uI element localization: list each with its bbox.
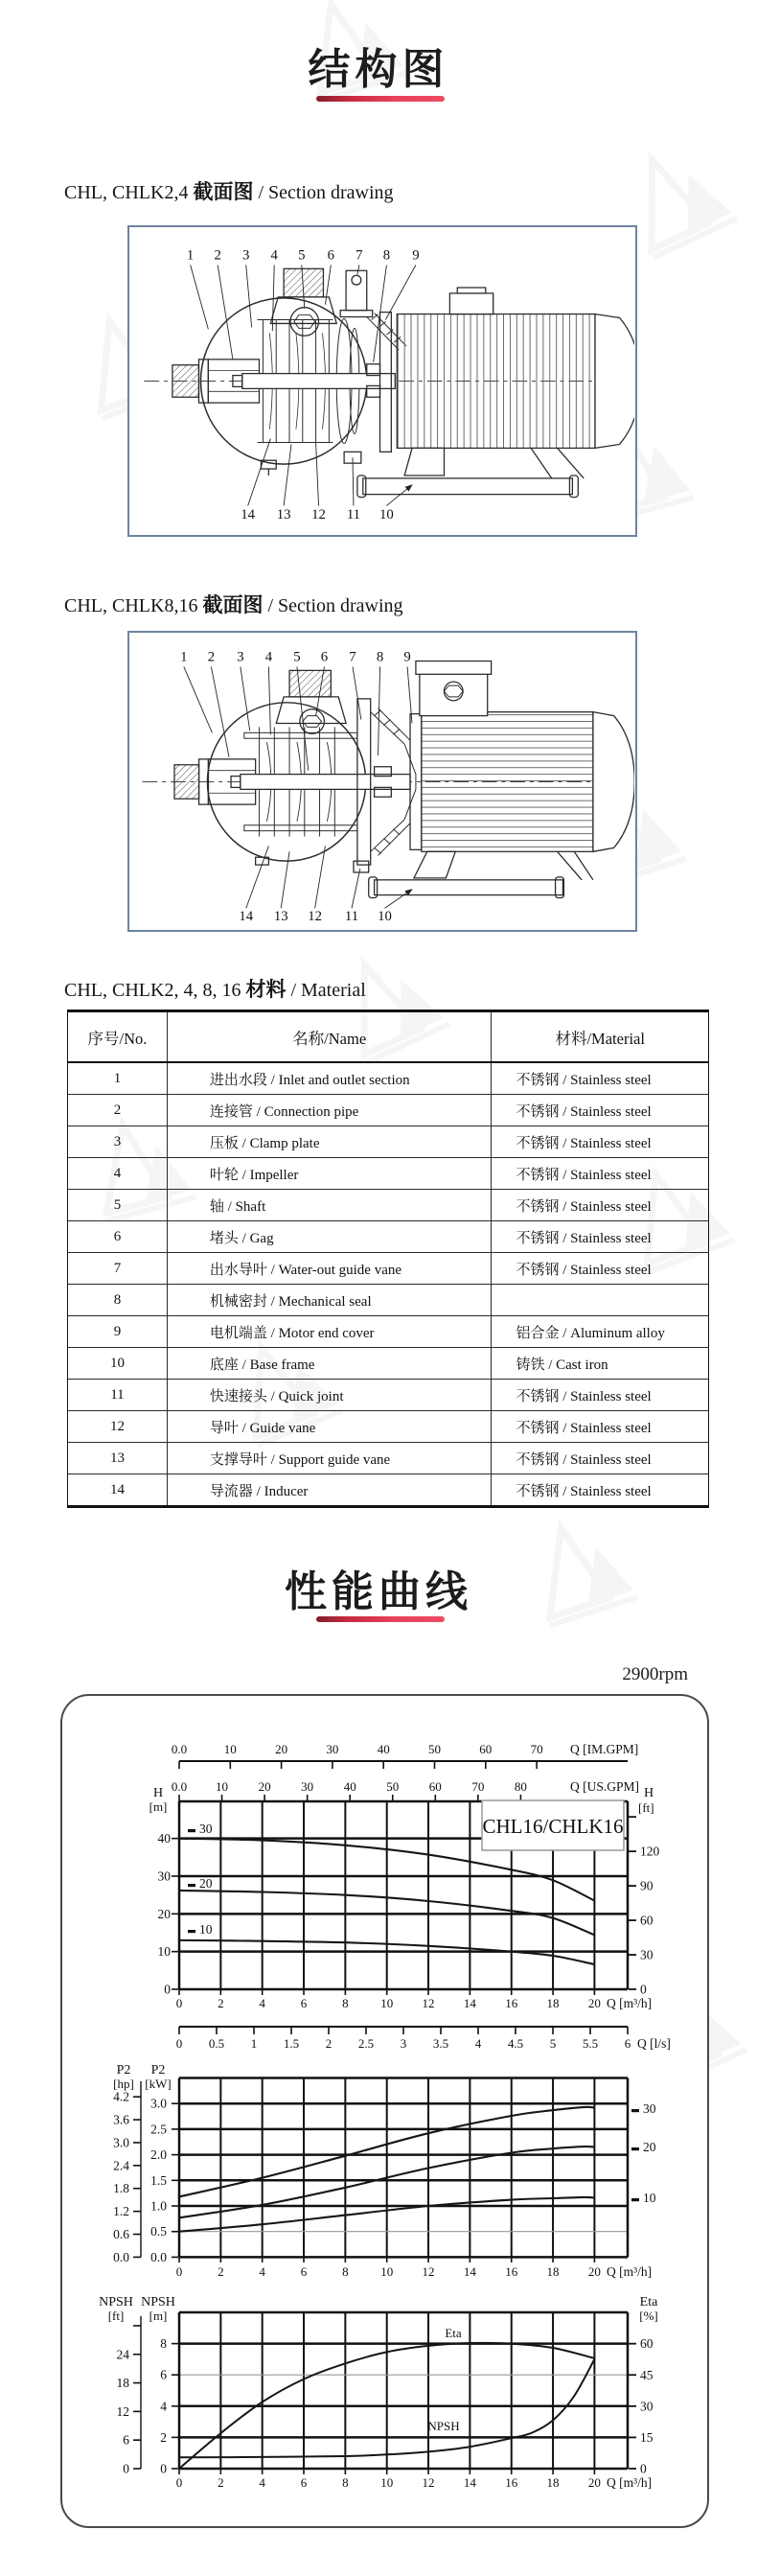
svg-text:20: 20 <box>587 1996 601 2010</box>
svg-text:[ft]: [ft] <box>107 2309 125 2323</box>
svg-text:0.0: 0.0 <box>113 2249 129 2264</box>
svg-text:8: 8 <box>342 1996 349 2010</box>
svg-text:4: 4 <box>259 2475 265 2490</box>
svg-text:0: 0 <box>175 2036 183 2051</box>
svg-text:20: 20 <box>199 1876 213 1891</box>
part-number: 12 <box>311 507 326 523</box>
svg-text:5.5: 5.5 <box>582 2036 599 2051</box>
svg-text:24: 24 <box>116 2347 129 2362</box>
table-row <box>68 1158 708 1190</box>
section-drawing-box-2 <box>127 631 637 932</box>
cell-no: 11 <box>68 1380 167 1411</box>
svg-text:0: 0 <box>175 2475 183 2490</box>
cell-no: 2 <box>68 1095 167 1126</box>
svg-text:16: 16 <box>505 2264 518 2279</box>
svg-text:1.5: 1.5 <box>283 2036 300 2051</box>
cell-no: 3 <box>68 1126 167 1158</box>
table-row <box>68 1126 708 1158</box>
svg-text:12: 12 <box>422 2475 435 2490</box>
part-number: 9 <box>412 247 420 264</box>
svg-text:20: 20 <box>275 1742 288 1756</box>
svg-text:2: 2 <box>160 2429 167 2445</box>
cell-name: 出水导叶 / Water-out guide vane <box>167 1253 492 1285</box>
svg-text:15: 15 <box>640 2429 654 2445</box>
heading-en: / Material <box>290 980 366 1001</box>
svg-text:18: 18 <box>546 2475 560 2490</box>
svg-text:60: 60 <box>640 2336 654 2352</box>
svg-text:60: 60 <box>479 1742 493 1756</box>
svg-text:H: H <box>152 1786 164 1800</box>
svg-text:NPSH: NPSH <box>99 2295 133 2309</box>
table-row <box>68 1348 708 1380</box>
svg-text:NPSH: NPSH <box>427 2419 460 2433</box>
svg-text:H: H <box>644 1786 654 1800</box>
svg-text:12: 12 <box>116 2403 129 2419</box>
cell-no: 6 <box>68 1221 167 1253</box>
cell-no: 8 <box>68 1285 167 1316</box>
part-number: 3 <box>242 247 250 264</box>
cell-no: 7 <box>68 1253 167 1285</box>
svg-text:Q [l/s]: Q [l/s] <box>637 2036 671 2051</box>
cell-name: 堵头 / Gag <box>167 1221 492 1253</box>
part-number: 6 <box>327 247 335 264</box>
performance-panel <box>60 1694 709 2528</box>
heading-model: CHL, CHLK8,16 <box>64 595 198 616</box>
svg-text:Q [IM.GPM]: Q [IM.GPM] <box>570 1742 639 1756</box>
table-row <box>68 1253 708 1285</box>
svg-text:10: 10 <box>199 1922 213 1937</box>
svg-text:30: 30 <box>301 1779 314 1794</box>
cell-no: 10 <box>68 1348 167 1380</box>
svg-text:[hp]: [hp] <box>113 2077 134 2091</box>
part-number: 1 <box>186 247 195 264</box>
svg-text:5: 5 <box>549 2036 557 2051</box>
motor-body <box>397 288 634 448</box>
svg-text:50: 50 <box>428 1742 441 1756</box>
svg-text:120: 120 <box>640 1844 660 1859</box>
svg-text:Eta: Eta <box>639 2295 658 2309</box>
svg-text:18: 18 <box>116 2376 129 2391</box>
cell-name: 快速接头 / Quick joint <box>167 1380 492 1411</box>
pump-section-drawing-1 <box>129 227 634 534</box>
svg-text:10: 10 <box>643 2191 656 2205</box>
part-number: 7 <box>349 649 356 665</box>
svg-text:Q [m³/h]: Q [m³/h] <box>607 2264 653 2279</box>
svg-text:Q [US.GPM]: Q [US.GPM] <box>570 1779 640 1794</box>
section-heading-2 <box>64 590 403 618</box>
svg-text:60: 60 <box>428 1779 442 1794</box>
svg-text:P2: P2 <box>116 2063 131 2077</box>
cell-material: 不锈钢 / Stainless steel <box>492 1380 708 1411</box>
svg-text:0.0: 0.0 <box>171 1742 188 1756</box>
svg-text:6: 6 <box>123 2432 129 2448</box>
cell-name: 连接管 / Connection pipe <box>167 1095 492 1126</box>
cell-material: 不锈钢 / Stainless steel <box>492 1443 708 1474</box>
heading-cn: 截面图 <box>202 593 264 616</box>
svg-text:Q [m³/h]: Q [m³/h] <box>607 1996 653 2010</box>
column-header: 序号/No. <box>68 1012 167 1062</box>
svg-text:20: 20 <box>157 1906 171 1921</box>
svg-text:40: 40 <box>377 1742 390 1756</box>
svg-text:0.0: 0.0 <box>171 1779 188 1794</box>
material-table-wrap <box>67 1010 709 1508</box>
svg-text:6: 6 <box>624 2036 631 2051</box>
svg-text:2: 2 <box>218 2475 224 2490</box>
part-number: 14 <box>239 909 254 925</box>
cell-no: 12 <box>68 1411 167 1443</box>
svg-text:Q [m³/h]: Q [m³/h] <box>607 2475 653 2490</box>
svg-text:14: 14 <box>463 1996 476 2010</box>
svg-text:4.5: 4.5 <box>507 2036 524 2051</box>
heading-cn: 材料 <box>245 978 287 1001</box>
svg-text:12: 12 <box>422 2264 435 2279</box>
cell-material: 不锈钢 / Stainless steel <box>492 1411 708 1443</box>
svg-text:10: 10 <box>380 2475 394 2490</box>
cell-name: 导流器 / Inducer <box>167 1474 492 1506</box>
svg-text:3.5: 3.5 <box>432 2036 449 2051</box>
part-number: 12 <box>308 909 323 925</box>
svg-text:10: 10 <box>216 1779 229 1794</box>
svg-text:1.5: 1.5 <box>150 2172 167 2188</box>
svg-text:90: 90 <box>640 1878 654 1893</box>
part-number: 11 <box>344 909 359 925</box>
svg-text:0: 0 <box>175 1996 183 2010</box>
motor-body <box>410 661 634 852</box>
part-number: 8 <box>376 649 384 665</box>
svg-text:18: 18 <box>546 1996 560 2010</box>
table-row <box>68 1221 708 1253</box>
cell-name: 支撑导叶 / Support guide vane <box>167 1443 492 1474</box>
svg-text:1.8: 1.8 <box>113 2181 129 2196</box>
cell-material: 不锈钢 / Stainless steel <box>492 1062 708 1095</box>
table-row <box>68 1285 708 1316</box>
section-drawing-box-1 <box>127 225 637 537</box>
part-number: 13 <box>273 909 288 925</box>
heading-en: / Section drawing <box>258 182 394 203</box>
svg-text:6: 6 <box>300 2264 308 2279</box>
svg-text:1: 1 <box>250 2036 258 2051</box>
svg-text:2.5: 2.5 <box>150 2122 167 2137</box>
svg-text:4: 4 <box>259 2264 265 2279</box>
cell-no: 13 <box>68 1443 167 1474</box>
part-number: 10 <box>378 909 392 925</box>
cell-name: 压板 / Clamp plate <box>167 1126 492 1158</box>
cell-material <box>492 1285 708 1316</box>
table-row <box>68 1443 708 1474</box>
heading-cn: 截面图 <box>193 180 254 203</box>
plug <box>290 308 319 337</box>
svg-text:8: 8 <box>342 2264 349 2279</box>
part-number: 7 <box>356 247 363 264</box>
svg-text:P2: P2 <box>150 2063 166 2077</box>
table-row <box>68 1411 708 1443</box>
part-number: 4 <box>270 247 278 264</box>
svg-text:30: 30 <box>640 1947 654 1962</box>
power-chart <box>113 2063 656 2279</box>
svg-text:30: 30 <box>326 1742 339 1756</box>
svg-text:[m]: [m] <box>149 2309 168 2323</box>
cell-name: 导叶 / Guide vane <box>167 1411 492 1443</box>
svg-text:4: 4 <box>259 1996 265 2010</box>
svg-text:70: 70 <box>530 1742 543 1756</box>
svg-text:0: 0 <box>123 2461 129 2476</box>
cell-material: 不锈钢 / Stainless steel <box>492 1221 708 1253</box>
svg-text:0.5: 0.5 <box>150 2224 167 2239</box>
svg-text:10: 10 <box>223 1742 237 1756</box>
part-number: 13 <box>276 507 291 523</box>
part-number: 6 <box>320 649 329 665</box>
svg-text:2.5: 2.5 <box>357 2036 375 2051</box>
cell-name: 电机端盖 / Motor end cover <box>167 1316 492 1348</box>
svg-text:14: 14 <box>463 2264 476 2279</box>
material-table <box>68 1012 708 1505</box>
svg-text:20: 20 <box>587 2475 601 2490</box>
model-label: CHL16/CHLK16 <box>482 1815 624 1838</box>
svg-text:0.0: 0.0 <box>150 2249 167 2264</box>
base-frame <box>261 448 584 497</box>
cell-material: 不锈钢 / Stainless steel <box>492 1474 708 1506</box>
svg-text:20: 20 <box>258 1779 271 1794</box>
bracket <box>340 270 372 316</box>
part-number: 5 <box>293 649 301 665</box>
svg-text:0: 0 <box>160 2461 167 2476</box>
page-title-performance: 性能曲线 <box>285 1568 472 1615</box>
cell-no: 1 <box>68 1062 167 1095</box>
svg-text:30: 30 <box>640 2399 654 2414</box>
cell-material: 不锈钢 / Stainless steel <box>492 1158 708 1190</box>
hq-chart <box>149 1742 671 2051</box>
svg-text:0: 0 <box>640 2461 647 2476</box>
table-row <box>68 1380 708 1411</box>
svg-text:3.0: 3.0 <box>150 2096 167 2111</box>
svg-text:3: 3 <box>400 2036 407 2051</box>
rpm-label: 2900rpm <box>622 1664 688 1684</box>
part-number: 2 <box>214 247 221 264</box>
table-row <box>68 1474 708 1506</box>
part-number: 9 <box>403 649 411 665</box>
svg-text:NPSH: NPSH <box>141 2295 175 2309</box>
page-title-structure: 结构图 <box>308 46 449 93</box>
heading-en: / Section drawing <box>267 595 403 616</box>
cell-no: 5 <box>68 1190 167 1221</box>
cell-name: 底座 / Base frame <box>167 1348 492 1380</box>
table-row <box>68 1095 708 1126</box>
cell-material: 不锈钢 / Stainless steel <box>492 1190 708 1221</box>
cell-name: 轴 / Shaft <box>167 1190 492 1221</box>
svg-text:0.6: 0.6 <box>113 2227 129 2242</box>
cell-material: 铝合金 / Aluminum alloy <box>492 1316 708 1348</box>
svg-text:1.2: 1.2 <box>113 2204 129 2219</box>
svg-text:2: 2 <box>218 1996 224 2010</box>
cell-name: 叶轮 / Impeller <box>167 1158 492 1190</box>
svg-text:6: 6 <box>300 1996 308 2010</box>
svg-text:12: 12 <box>422 1996 435 2010</box>
svg-text:8: 8 <box>160 2336 167 2352</box>
part-number: 2 <box>207 649 216 665</box>
svg-text:[m]: [m] <box>149 1799 168 1814</box>
part-number: 3 <box>237 649 244 665</box>
part-number: 14 <box>241 507 256 523</box>
svg-text:10: 10 <box>157 1944 171 1960</box>
part-number: 10 <box>379 507 394 523</box>
performance-charts <box>62 1696 707 2526</box>
svg-text:[%]: [%] <box>639 2309 658 2323</box>
model-label-box <box>482 1800 624 1850</box>
part-number: 5 <box>298 247 306 264</box>
heading-model: CHL, CHLK2, 4, 8, 16 <box>64 980 241 1001</box>
title-underline <box>316 96 445 102</box>
svg-text:50: 50 <box>386 1779 400 1794</box>
svg-text:4: 4 <box>160 2399 167 2414</box>
svg-text:40: 40 <box>157 1831 171 1846</box>
svg-text:8: 8 <box>342 2475 349 2490</box>
svg-text:Eta: Eta <box>445 2326 462 2340</box>
cell-name: 机械密封 / Mechanical seal <box>167 1285 492 1316</box>
svg-text:14: 14 <box>463 2475 476 2490</box>
svg-text:0.5: 0.5 <box>208 2036 225 2051</box>
svg-text:20: 20 <box>587 2264 601 2279</box>
svg-text:16: 16 <box>505 1996 518 2010</box>
svg-text:10: 10 <box>380 1996 394 2010</box>
svg-text:2: 2 <box>218 2264 224 2279</box>
part-number: 1 <box>180 649 188 665</box>
svg-text:3.0: 3.0 <box>113 2135 129 2150</box>
svg-text:20: 20 <box>643 2140 656 2154</box>
svg-text:1.0: 1.0 <box>150 2198 167 2214</box>
section-heading-1 <box>64 176 394 205</box>
svg-text:30: 30 <box>199 1822 213 1836</box>
svg-text:16: 16 <box>505 2475 518 2490</box>
table-row <box>68 1190 708 1221</box>
cell-material: 铸铁 / Cast iron <box>492 1348 708 1380</box>
svg-text:80: 80 <box>514 1779 527 1794</box>
svg-text:[kW]: [kW] <box>145 2077 172 2091</box>
svg-text:70: 70 <box>471 1779 485 1794</box>
svg-text:0: 0 <box>175 2264 183 2279</box>
cell-no: 9 <box>68 1316 167 1348</box>
part-number: 8 <box>382 247 391 264</box>
title-underline <box>316 1616 445 1622</box>
svg-text:60: 60 <box>640 1913 654 1928</box>
svg-text:0: 0 <box>640 1982 647 1997</box>
part-number: 4 <box>264 649 273 665</box>
part-number: 11 <box>346 507 361 523</box>
svg-text:30: 30 <box>643 2101 656 2116</box>
svg-text:2: 2 <box>325 2036 333 2051</box>
cell-no: 4 <box>68 1158 167 1190</box>
svg-text:6: 6 <box>300 2475 308 2490</box>
svg-text:45: 45 <box>640 2367 654 2382</box>
pump-section-drawing-2 <box>129 633 634 929</box>
svg-text:2.0: 2.0 <box>150 2147 167 2163</box>
cell-material: 不锈钢 / Stainless steel <box>492 1126 708 1158</box>
cell-no: 14 <box>68 1474 167 1506</box>
cell-name: 进出水段 / Inlet and outlet section <box>167 1062 492 1095</box>
column-header: 材料/Material <box>492 1012 708 1062</box>
cell-material: 不锈钢 / Stainless steel <box>492 1095 708 1126</box>
cell-material: 不锈钢 / Stainless steel <box>492 1253 708 1285</box>
svg-text:10: 10 <box>380 2264 394 2279</box>
heading-model: CHL, CHLK2,4 <box>64 182 189 203</box>
svg-text:[ft]: [ft] <box>638 1800 654 1815</box>
svg-text:3.6: 3.6 <box>113 2112 129 2127</box>
svg-text:40: 40 <box>343 1779 356 1794</box>
svg-text:0: 0 <box>164 1982 171 1997</box>
svg-text:6: 6 <box>160 2367 167 2382</box>
svg-text:4.2: 4.2 <box>113 2089 129 2104</box>
svg-text:4: 4 <box>474 2036 482 2051</box>
table-row <box>68 1316 708 1348</box>
section-heading-3 <box>64 974 366 1003</box>
npsh-eta-chart <box>99 2295 658 2490</box>
column-header: 名称/Name <box>167 1012 492 1062</box>
table-row <box>68 1062 708 1095</box>
svg-text:2.4: 2.4 <box>113 2158 129 2173</box>
svg-text:18: 18 <box>546 2264 560 2279</box>
svg-text:30: 30 <box>157 1868 171 1884</box>
